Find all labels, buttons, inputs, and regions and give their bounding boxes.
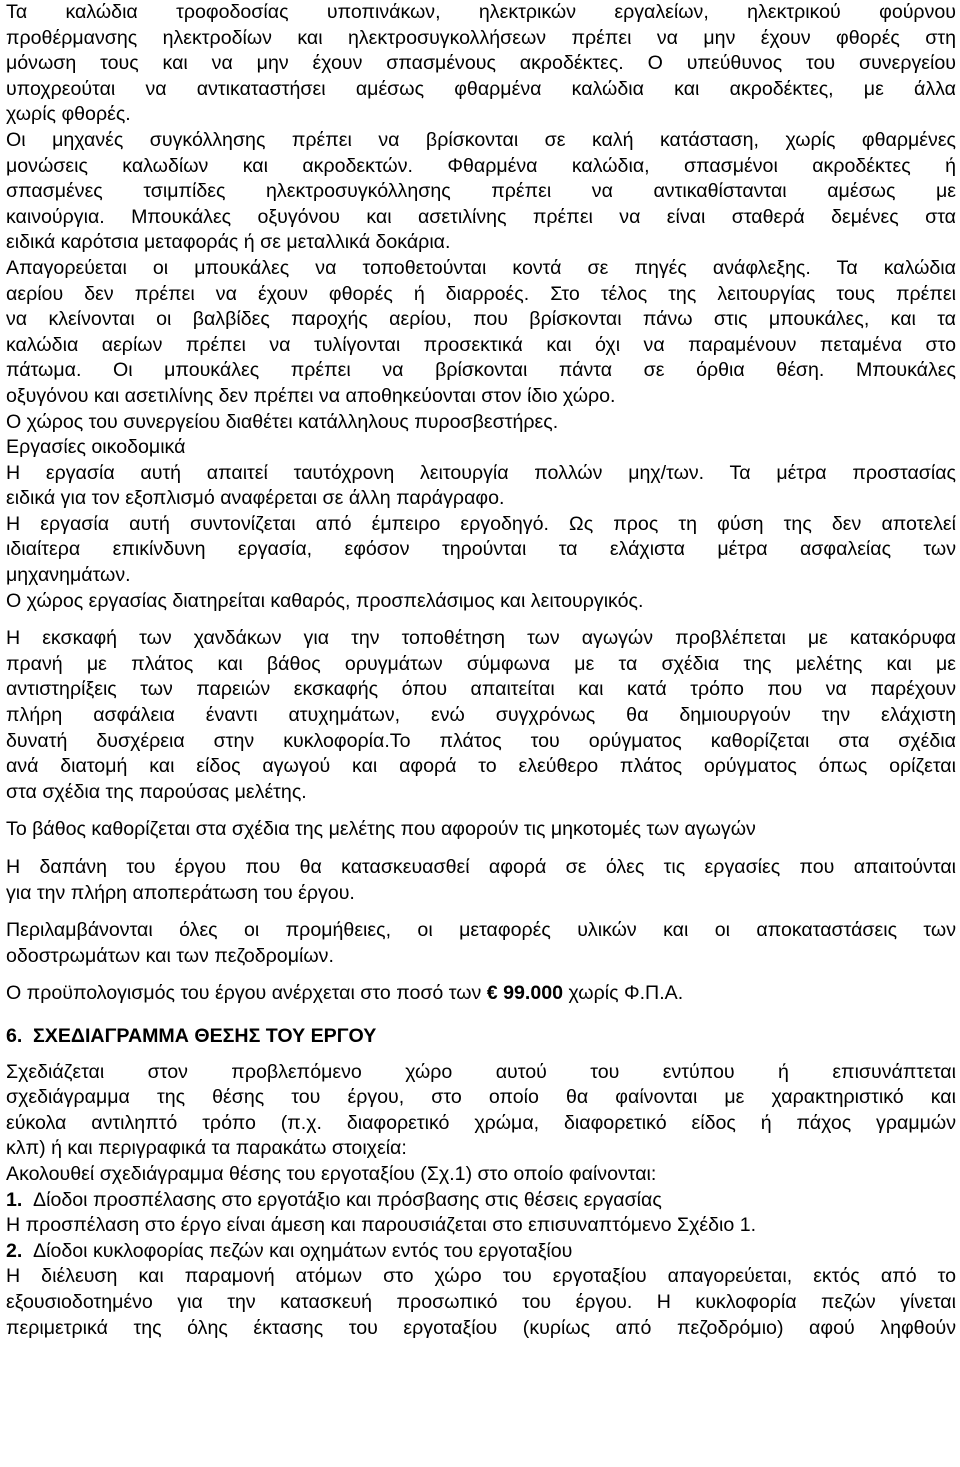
- text-line: μονώσεις καλωδίων και ακροδεκτών. Φθαρμένα καλώδια, σπασμένοι ακροδέκτες ή: [6, 154, 956, 177]
- text-line: περιμετρικά της όλης έκτασης του εργοταξίου (κυρίως από πεζοδρόμιο) αφού ληφθούν: [6, 1316, 956, 1339]
- spacer: [6, 614, 956, 626]
- text-line: πλήρη ασφάλεια έναντι ατυχημάτων, ενώ συγχρόνως θα δημιουργούν την ελάχιστη: [6, 704, 956, 727]
- text-line: σπασμένες τσιμπίδες ηλεκτροσυγκόλλησης πρέπει να αντικαθίστανται αμέσως με: [6, 180, 956, 203]
- spacer: [6, 1050, 956, 1060]
- list-item-heading: Δίοδοι προσπέλασης στο εργοτάξιο και πρόσβασης στις θέσεις εργασίας: [33, 1188, 662, 1211]
- spacer: [6, 969, 956, 981]
- text-line: Περιλαμβάνονται όλες οι προμήθειες, οι μεταφορές υλικών και οι αποκαταστάσεις των: [6, 919, 956, 942]
- text-line: πάτωμα. Οι μπουκάλες πρέπει να βρίσκονται πάντα σε όρθια θέση. Μπουκάλες: [6, 359, 956, 382]
- list-item-text: Η προσπέλαση στο έργο είναι άμεση και παρουσιάζεται στο επισυναπτόμενο Σχέδιο 1.: [6, 1214, 757, 1237]
- text-line: ειδικά για τον εξοπλισμό αναφέρεται σε άλλη παράγραφο.: [6, 487, 505, 510]
- text-line: μόνωση τους και να μην έχουν σπασμένους ακροδέκτες. Ο υπεύθυνος του συνεργείου: [6, 52, 956, 75]
- budget-amount: 99.000: [503, 982, 564, 1005]
- spacer: [6, 1007, 956, 1024]
- spacer: [6, 843, 956, 855]
- paragraph-cost: [6, 855, 956, 906]
- list-item-heading: Δίοδοι κυκλοφορίας πεζών και οχημάτων εντός του εργοταξίου: [33, 1239, 573, 1262]
- euro-sign: €: [486, 982, 498, 1005]
- text-line: Η δαπάνη του έργου που θα κατασκευασθεί αφορά σε όλες τις εργασίες που απαιτούνται: [6, 856, 956, 878]
- text-line: Ο χώρος του συνεργείου διαθέτει κατάλληλους πυροσβεστήρες.: [6, 410, 559, 433]
- text-line: δυνατή δυσχέρεια στην κυκλοφορία.Το πλάτος του ορύγματος καθορίζεται στα σχέδια: [6, 729, 956, 752]
- text-line: εύκολα αντιληπτό τρόπο (π.χ. διαφορετικό χρώμα, διαφορετικό είδος ή πάχος γραμμών: [6, 1111, 956, 1134]
- text-line: Οι μηχανές συγκόλλησης πρέπει να βρίσκονται σε καλή κατάσταση, χωρίς φθαρμένες: [6, 128, 956, 151]
- text-line: στα σχέδια της παρούσας μελέτης.: [6, 780, 307, 803]
- text-line: Απαγορεύεται οι μπουκάλες να τοποθετούνται κοντά σε πηγές ανάφλεξης. Τα καλώδια: [6, 256, 956, 279]
- list-item-number: 1.: [6, 1188, 23, 1211]
- text-line: οξυγόνου και ασετιλίνης δεν πρέπει να αποθηκεύονται στον ίδιο χώρο.: [6, 384, 616, 407]
- text-line: υποχρεούται να αντικαταστήσει αμέσως φθαρμένα καλώδια και ακροδέκτες, με άλλα: [6, 77, 956, 100]
- text-line: Η εργασία αυτή απαιτεί ταυτόχρονη λειτουργία πολλών μηχ/των. Τα μέτρα προστασίας: [6, 461, 956, 484]
- budget-suffix: χωρίς Φ.Π.Α.: [563, 982, 684, 1005]
- paragraph-block-safety: [6, 0, 956, 614]
- list-item-title: [6, 1188, 956, 1214]
- section-number: 6.: [6, 1024, 23, 1047]
- text-line: ειδικά καρότσια μεταφοράς ή σε μεταλλικά δοκάρια.: [6, 231, 451, 254]
- text-line: να κλείνονται οι βαλβίδες παροχής αερίου, που βρίσκονται πάνω στις μπουκάλες, και τα: [6, 308, 956, 331]
- text-line: προθέρμανσης ηλεκτροδίων και ηλεκτροσυγκολλήσεων πρέπει να μην έχουν φθορές στη: [6, 26, 956, 49]
- budget-prefix: Ο προϋπολογισμός του έργου ανέρχεται στο ποσό των: [6, 982, 487, 1005]
- paragraph-budget: [6, 981, 956, 1007]
- paragraph-depth: Το βάθος καθορίζεται στα σχέδια της μελέτης που αφορούν τις μηκοτομές των αγωγών: [6, 818, 756, 841]
- text-line: καινούργια. Μπουκάλες οξυγόνου και ασετιλίνης πρέπει να είναι σταθερά δεμένες στα: [6, 205, 956, 228]
- text-line: καλώδια αερίων πρέπει να τυλίγονται προσεκτικά και όχι να παραμένουν πεταμένα στο: [6, 333, 956, 356]
- text-line: πρανή με πλάτος και βάθος ορυγμάτων σύμφωνα με τα σχέδια της μελέτης και με: [6, 652, 956, 675]
- text-line: Η διέλευση και παραμονή ατόμων στο χώρο του εργοταξίου απαγορεύεται, εκτός από το: [6, 1265, 956, 1288]
- paragraph-site-plan: [6, 1060, 956, 1188]
- spacer: [6, 906, 956, 918]
- text-line: για την πλήρη αποπεράτωση του έργου.: [6, 881, 355, 904]
- text-line: εξουσιοδοτημένο για την κατασκευή προσωπικό του έργου. Η κυκλοφορία πεζών γίνεται: [6, 1290, 956, 1313]
- text-line: ιδιαίτερα επικίνδυνη εργασία, εφόσον τηρούνται τα ελάχιστα μέτρα ασφαλείας των: [6, 538, 956, 561]
- text-line: ανά διατομή και είδος αγωγού και αφορά το ελεύθερο πλάτος ορύγματος όπως ορίζεται: [6, 755, 956, 778]
- list-item-number: 2.: [6, 1239, 23, 1262]
- text-line: αντιστηρίξεις των παρειών εκσκαφής όπου απαιτείται και κατά τρόπο που να παρέχουν: [6, 678, 956, 701]
- text-line: μηχανημάτων.: [6, 564, 131, 587]
- text-line: Εργασίες οικοδομικά: [6, 436, 186, 459]
- text-line: αερίου δεν πρέπει να έχουν φθορές ή διαρροές. Στο τέλος της λειτουργίας τους πρέπει: [6, 282, 956, 305]
- paragraph-excavation: [6, 626, 956, 805]
- text-line: Σχεδιάζεται στον προβλεπόμενο χώρο αυτού του εντύπου ή επισυνάπτεται: [6, 1060, 956, 1083]
- text-line: οδοστρωμάτων και των πεζοδρομίων.: [6, 944, 334, 967]
- text-line: Τα καλώδια τροφοδοσίας υποπινάκων, ηλεκτρικών εργαλείων, ηλεκτρικού φούρνου: [6, 1, 956, 23]
- text-line: Η εργασία αυτή συντονίζεται από έμπειρο εργοδηγό. Ως προς τη φύση της δεν αποτελεί: [6, 512, 956, 535]
- text-line: Ακολουθεί σχεδιάγραμμα θέσης του εργοταξίου (Σχ.1) στο οποίο φαίνονται:: [6, 1162, 657, 1185]
- section-title: ΣΧΕΔΙΑΓΡΑΜΜΑ ΘΕΣΗΣ ΤΟΥ ΕΡΓΟΥ: [33, 1024, 377, 1047]
- section-heading: [6, 1024, 956, 1050]
- text-line: Ο χώρος εργασίας διατηρείται καθαρός, προσπελάσιμος και λειτουργικός.: [6, 589, 644, 612]
- text-line: χωρίς φθορές.: [6, 103, 131, 126]
- list-item-title: [6, 1239, 956, 1265]
- paragraph-includes: [6, 918, 956, 969]
- text-line: κλπ) ή και περιγραφικά τα παρακάτω στοιχεία:: [6, 1137, 407, 1160]
- spacer: [6, 805, 956, 817]
- text-line: Η εκσκαφή των χανδάκων για την τοποθέτηση των αγωγών προβλέπεται με κατακόρυφα: [6, 627, 956, 650]
- text-line: σχεδιάγραμμα της θέσης του έργου, στο οποίο θα φαίνονται με χαρακτηριστικό και: [6, 1086, 956, 1109]
